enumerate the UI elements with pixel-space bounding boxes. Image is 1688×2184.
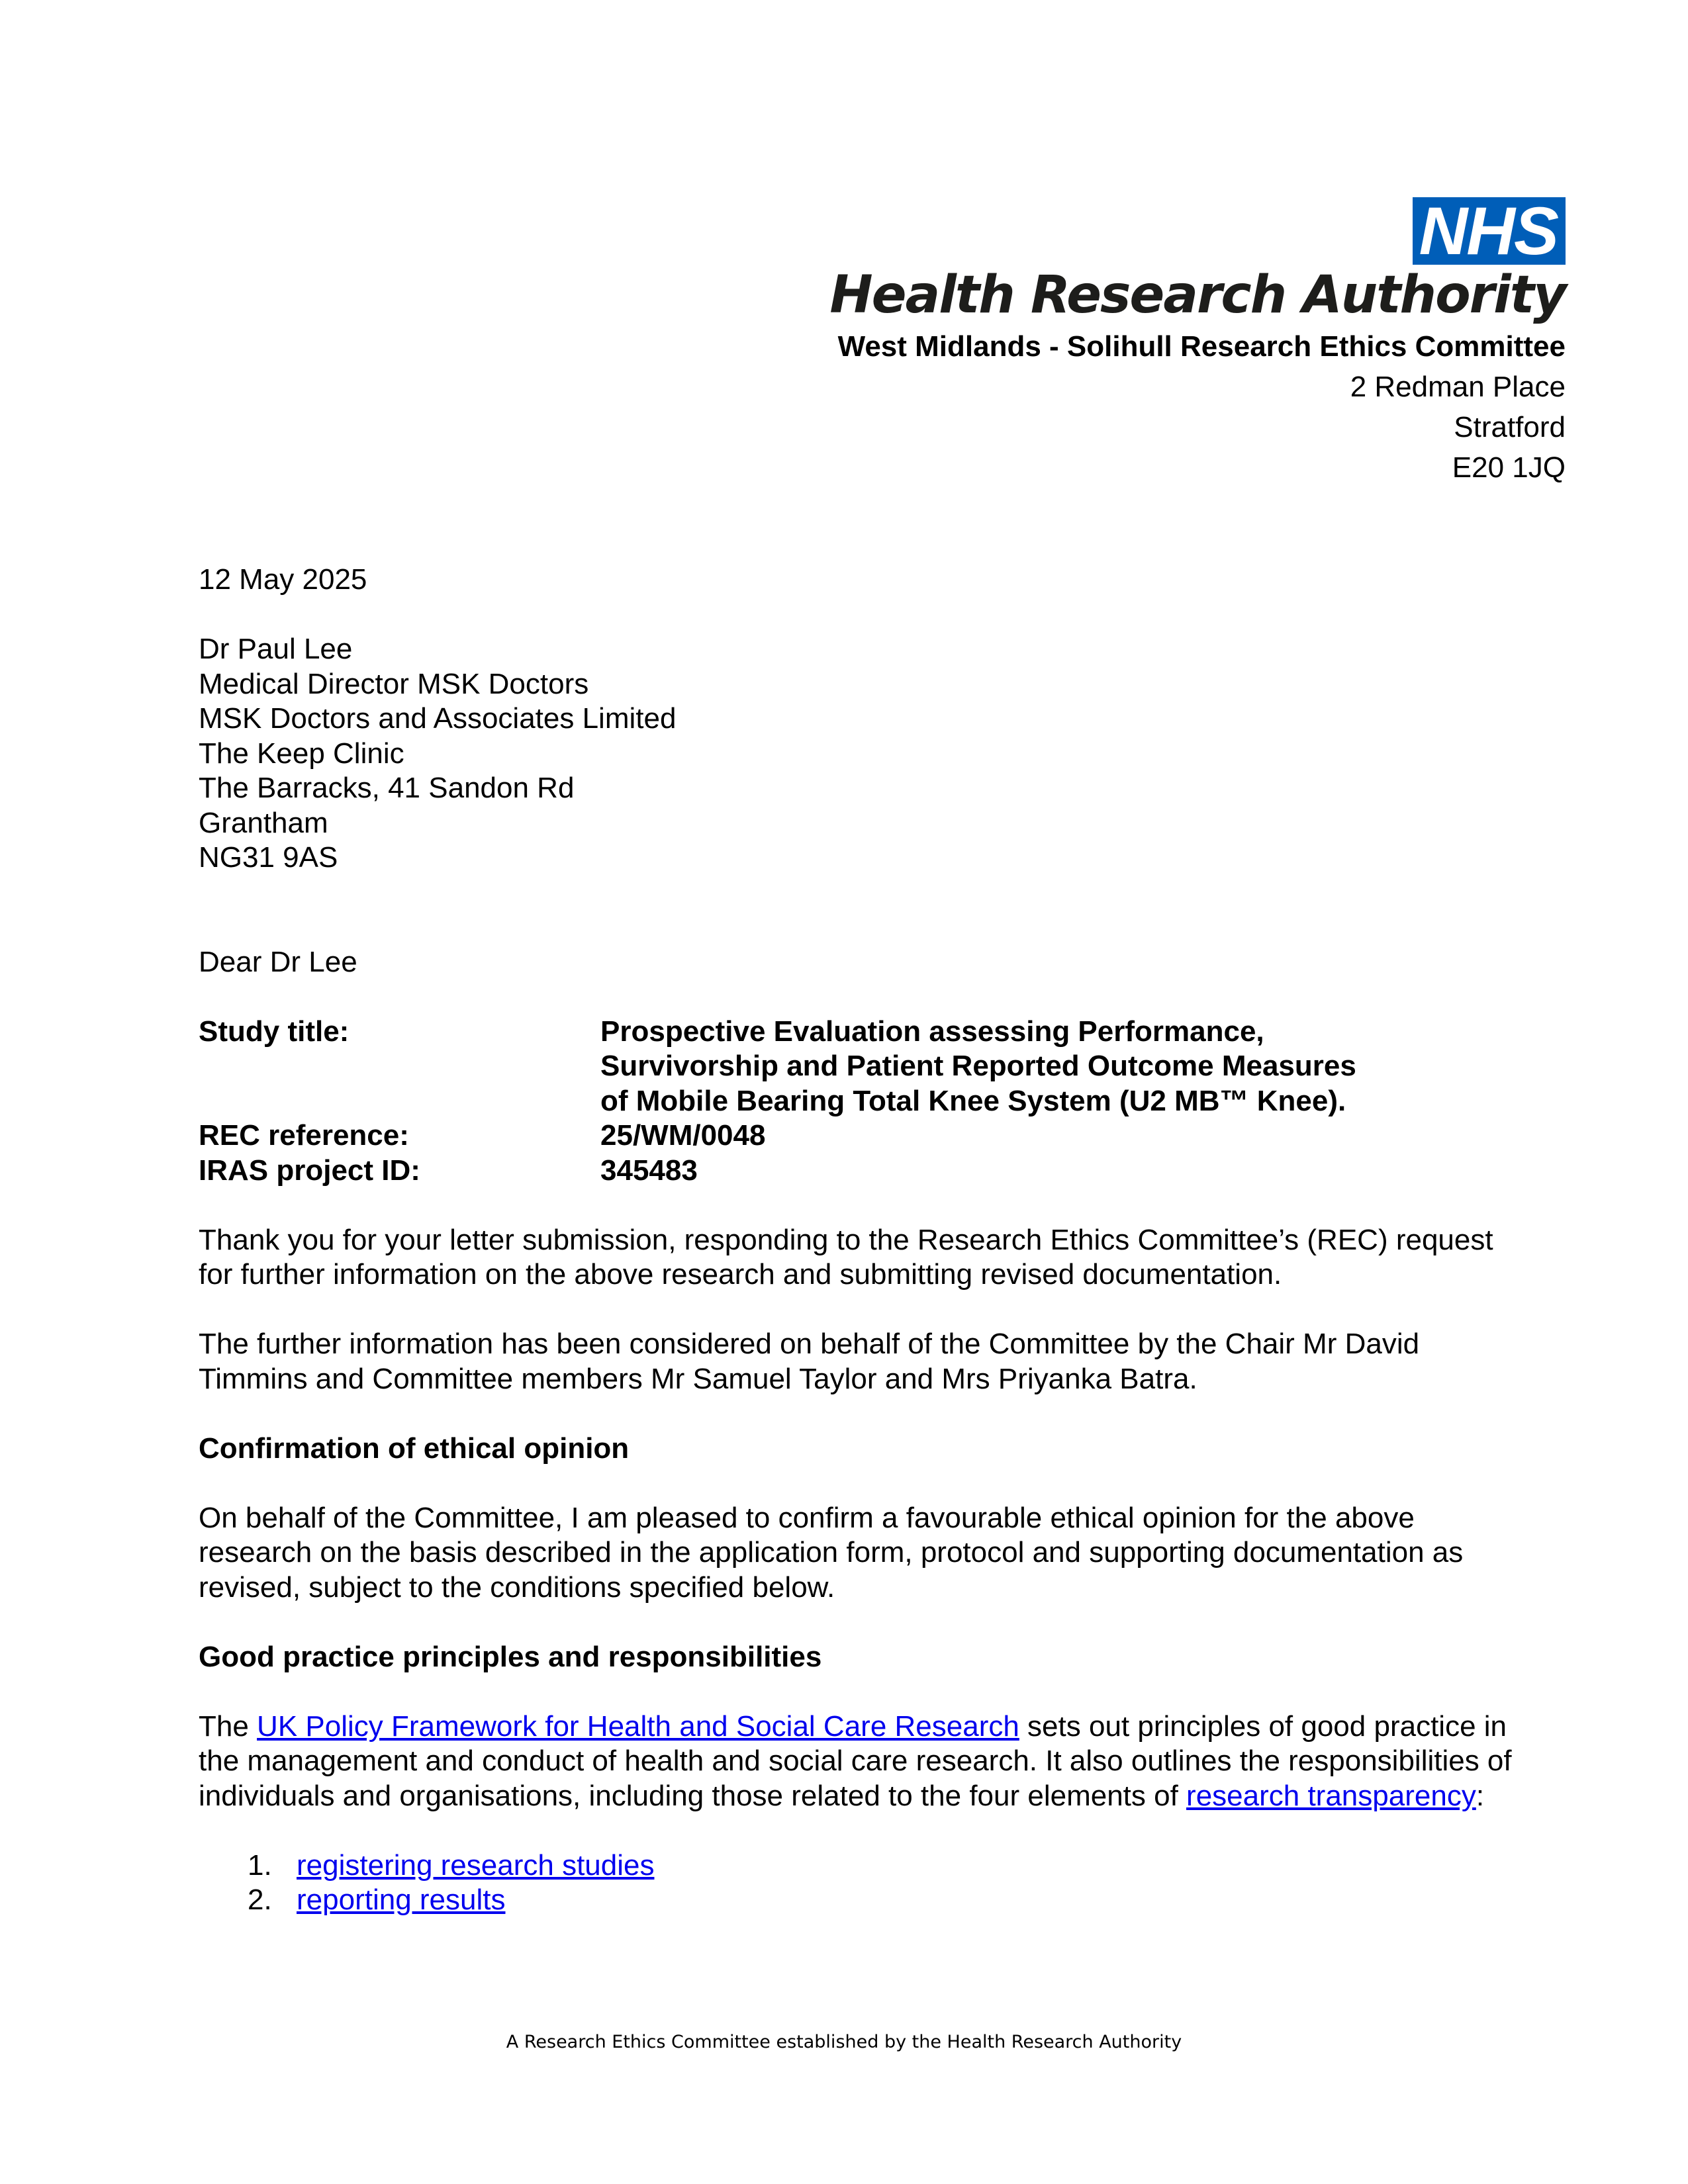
heading-good-practice: Good practice principles and responsibilities xyxy=(199,1640,822,1673)
iras-id-value: 345483 xyxy=(600,1154,698,1187)
reporting-results-link[interactable]: reporting results xyxy=(297,1884,506,1916)
letter-body xyxy=(199,563,1523,1918)
committee-name: West Midlands - Solihull Research Ethics Committee xyxy=(837,330,1566,363)
paragraph-opinion: On behalf of the Committee, I am pleased to confirm a favourable ethical opinion for the above research on the basis described in the application form, protocol and supporting documentation as revised, subject to the conditions specified below. xyxy=(199,1501,1464,1604)
letterhead xyxy=(639,193,1566,488)
recipient-line: Dr Paul Lee xyxy=(199,633,353,665)
heading-ethical-opinion: Confirmation of ethical opinion xyxy=(199,1432,630,1465)
address-line: E20 1JQ xyxy=(1452,451,1566,484)
text: sets out principles of good practice in the management and conduct of health and social care research. It also outlines the responsibilities of individuals and organisations, including those related to the four elements of xyxy=(199,1709,1512,1812)
paragraph-submission: Thank you for your letter submission, responding to the Research Ethics Committee’s (REC) request for further information on the above research and submitting revised documentation. xyxy=(199,1223,1493,1291)
list-item xyxy=(199,1883,1523,1918)
recipient-address xyxy=(199,632,1523,876)
research-transparency-link[interactable]: research transparency xyxy=(1186,1779,1476,1812)
list-number: 2. xyxy=(248,1884,272,1916)
iras-id-label: IRAS project ID: xyxy=(199,1154,420,1187)
text: The xyxy=(199,1709,258,1743)
organisation-name: Health Research Authority xyxy=(829,265,1566,325)
study-title-line: Prospective Evaluation assessing Performance, xyxy=(600,1015,1264,1048)
text: : xyxy=(1476,1779,1485,1812)
paragraph-committee: The further information has been considered on behalf of the Committee by the Chair Mr David Timmins and Committee members Mr Samuel Taylor and Mrs Priyanka Batra. xyxy=(199,1328,1420,1395)
nhs-logo: NHS xyxy=(1413,197,1566,265)
address-line: 2 Redman Place xyxy=(1350,371,1566,403)
salutation: Dear Dr Lee xyxy=(199,945,357,978)
transparency-list xyxy=(199,1848,1523,1918)
recipient-line: NG31 9AS xyxy=(199,841,338,874)
recipient-line: The Keep Clinic xyxy=(199,737,404,770)
rec-reference-label: REC reference: xyxy=(199,1119,409,1152)
letter-date: 12 May 2025 xyxy=(199,563,367,596)
recipient-line: Medical Director MSK Doctors xyxy=(199,667,589,700)
study-title-line: Survivorship and Patient Reported Outcome Measures xyxy=(600,1050,1356,1082)
study-details xyxy=(199,1015,1356,1189)
list-number: 1. xyxy=(248,1848,272,1882)
address-line: Stratford xyxy=(1454,411,1566,443)
rec-reference-value: 25/WM/0048 xyxy=(600,1119,766,1152)
study-title-label: Study title: xyxy=(199,1015,350,1048)
recipient-line: The Barracks, 41 Sandon Rd xyxy=(199,772,575,804)
registering-studies-link[interactable]: registering research studies xyxy=(297,1848,655,1882)
list-item xyxy=(199,1848,1523,1884)
page-footer: A Research Ethics Committee established by the Health Research Authority xyxy=(506,2032,1182,2052)
paragraph-policy-framework xyxy=(199,1709,1523,1814)
policy-framework-link[interactable]: UK Policy Framework for Health and Social Care Research xyxy=(257,1709,1019,1743)
recipient-line: Grantham xyxy=(199,806,328,839)
study-title-line: of Mobile Bearing Total Knee System (U2 MB™ Knee). xyxy=(600,1084,1346,1117)
study-title-value xyxy=(600,1015,1356,1119)
recipient-line: MSK Doctors and Associates Limited xyxy=(199,702,677,735)
